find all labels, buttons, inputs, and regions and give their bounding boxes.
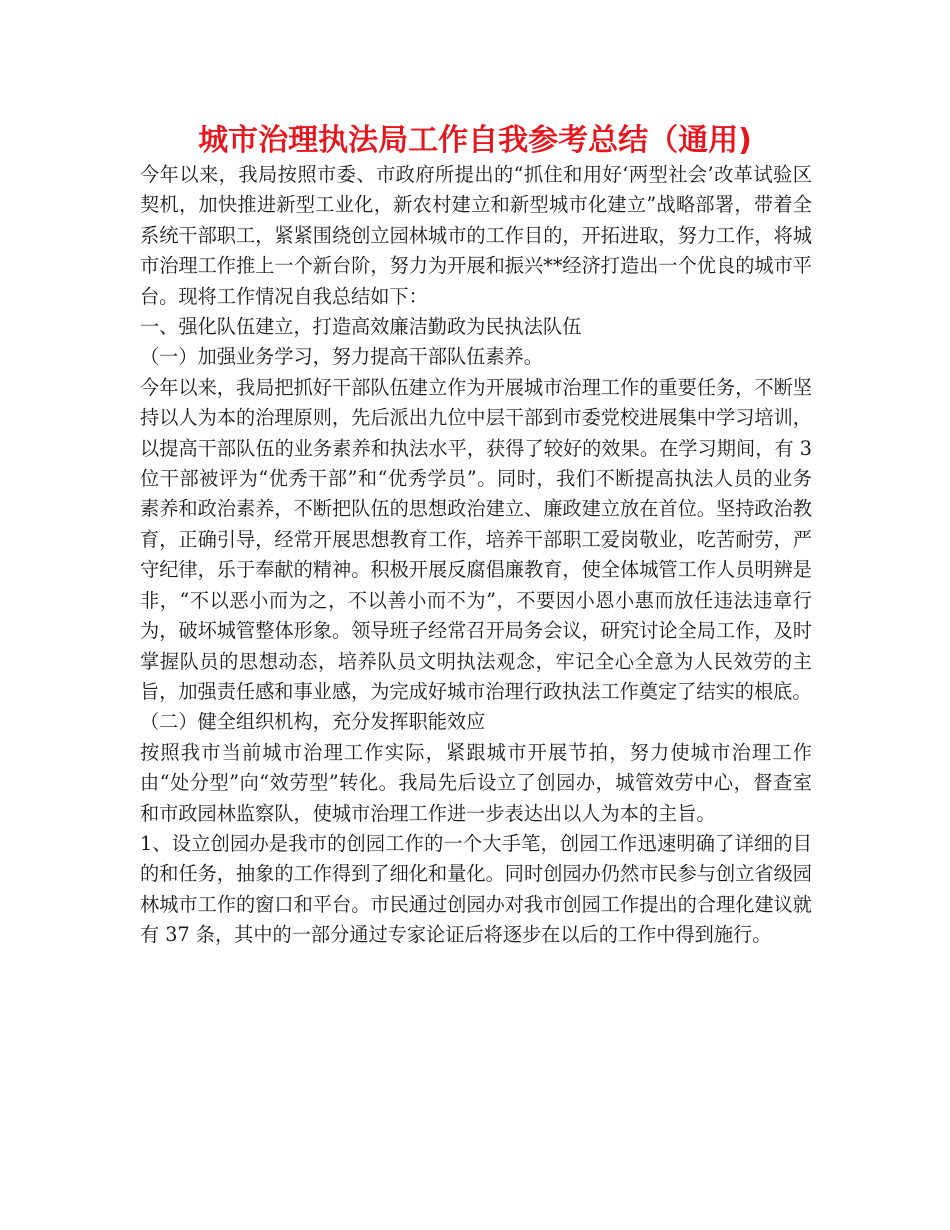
section-heading-1: 一、强化队伍建立，打造高效廉洁勤政为民执法队伍 <box>140 315 582 339</box>
paragraph-team-building: 今年以来，我局把抓好干部队伍建立作为开展城市治理工作的重要任务，不断坚持以人为本的治理原则，先后派出九位中层干部到市委党校进展集中学习培训，以提高干部队伍的业务素养和执法水平，获得了较好的效果。在学习期间，有 3 位干部被评为“优秀干部”和“优秀学员”。同时，我们不断提高执法人员的业务素养和政治素养，不断把队伍的思想政治建立、廉政建立放在首位。坚持政治教育，正确引导，经常开展思想教育工作，培养干部职工爱岗敬业，吃苦耐劳，严守纪律，乐于奉献的精神。积极开展反腐倡廉教育，使全体城管工作人员明辨是非，“不以恶小而为之，不以善小而不为”，不要因小恩小惠而放任违法违章行为，破坏城管整体形象。领导班子经常召开局务会议，研究讨论全局工作，及时掌握队员的思想动态，培养队员文明执法观念，牢记全心全意为人民效劳的主旨，加强责任感和事业感，为完成好城市治理行政执法工作奠定了结实的根底。 <box>140 375 812 703</box>
subsection-heading-2: （二）健全组织机构，充分发挥职能效应 <box>140 710 486 734</box>
paragraph-organization: 按照我市当前城市治理工作实际，紧跟城市开展节拍，努力使城市治理工作由“处分型”向“效劳型”转化。我局先后设立了创园办，城管效劳中心，督查室和市政园林监察队，使城市治理工作进一步表达出以人为本的主旨。 <box>140 740 812 825</box>
paragraph-intro: 今年以来，我局按照市委、市政府所提出的“抓住和用好‘两型社会’改革试验区契机，加快推进新型工业化，新农村建立和新型城市化建立”战略部署，带着全系统干部职工，紧紧围绕创立园林城市的工作目的，开拓进取，努力工作，将城市治理工作推上一个新台阶，努力为开展和振兴**经济打造出一个优良的城市平台。现将工作情况自我总结如下： <box>140 163 812 308</box>
document-body <box>140 160 812 951</box>
subsection-heading-1: （一）加强业务学习，努力提高干部队伍素养。 <box>140 345 543 369</box>
paragraph-item-1: 1、设立创园办是我市的创园工作的一个大手笔，创园工作迅速明确了详细的目的和任务，抽象的工作得到了细化和量化。同时创园办仍然市民参与创立省级园林城市工作的窗口和平台。市民通过创园办对我市创园工作提出的合理化建议就有 37 条，其中的一部分通过专家论证后将逐步在以后的工作中得到施行。 <box>140 831 812 947</box>
document-title: 城市治理执法局工作自我参考总结（通用) <box>198 123 752 158</box>
